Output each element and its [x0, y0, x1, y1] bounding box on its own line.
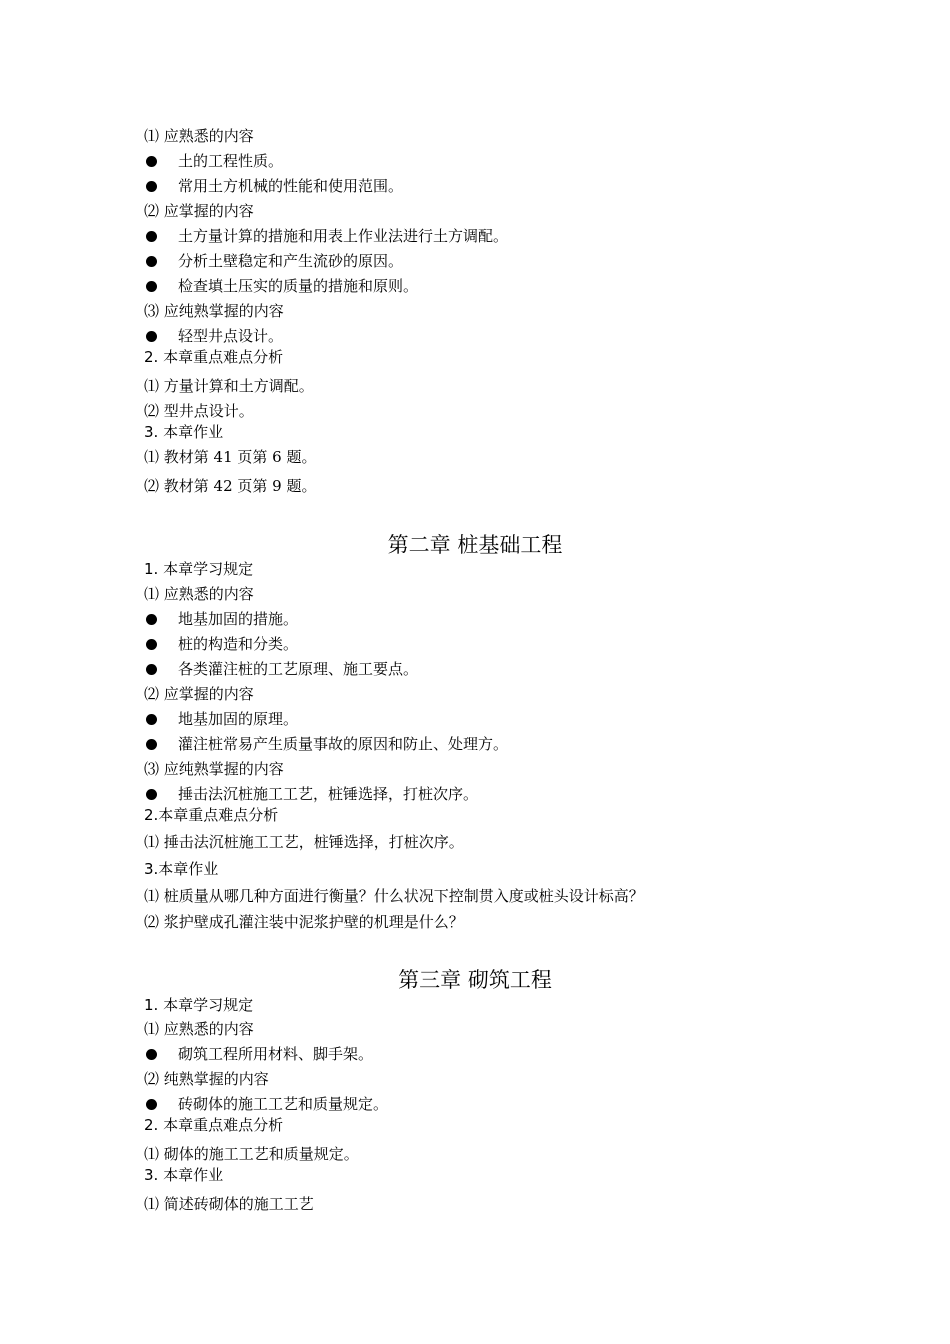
bullet-icon — [146, 789, 157, 800]
section-heading: 3. 本章作业 — [144, 423, 224, 441]
master-label: ⑵ 应掌握的内容 — [144, 685, 254, 703]
proficient-label: ⑵ 纯熟掌握的内容 — [144, 1070, 269, 1088]
section-heading: 2. 本章重点难点分析 — [144, 1116, 284, 1134]
bullet-item — [144, 635, 298, 653]
section-heading: 1. 本章学习规定 — [144, 996, 254, 1014]
familiar-label: ⑴ 应熟悉的内容 — [144, 1020, 254, 1038]
bullet-text: 轻型井点设计。 — [178, 327, 284, 345]
bullet-icon — [146, 231, 157, 242]
bullet-text: 砖砌体的施工工艺和质量规定。 — [178, 1095, 389, 1113]
bullet-text: 地基加固的措施。 — [178, 610, 299, 628]
bullet-icon — [146, 331, 157, 342]
bullet-icon — [146, 1099, 157, 1110]
bullet-item — [144, 710, 298, 728]
keypoint-item: ⑵ 型井点设计。 — [144, 402, 254, 420]
bullet-icon — [146, 256, 157, 267]
bullet-item — [144, 1095, 388, 1113]
bullet-text: 分析土壁稳定和产生流砂的原因。 — [178, 252, 404, 270]
bullet-item — [144, 660, 418, 678]
bullet-text: 检查填土压实的质量的措施和原则。 — [178, 277, 419, 295]
homework-item: ⑵ 浆护壁成孔灌注装中泥浆护壁的机理是什么？ — [144, 913, 464, 931]
master-label: ⑵ 应掌握的内容 — [144, 202, 254, 220]
bullet-icon — [146, 1049, 157, 1060]
bullet-icon — [146, 739, 157, 750]
familiar-label: ⑴ 应熟悉的内容 — [144, 585, 254, 603]
bullet-text: 常用土方机械的性能和使用范围。 — [178, 177, 404, 195]
bullet-icon — [146, 156, 157, 167]
bullet-item — [144, 152, 283, 170]
keypoint-item: ⑴ 捶击法沉桩施工工艺，桩锤选择，打桩次序。 — [144, 833, 464, 851]
bullet-item — [144, 277, 418, 295]
keypoint-item: ⑴ 方量计算和土方调配。 — [144, 377, 314, 395]
bullet-text: 捶击法沉桩施工工艺，桩锤选择，打桩次序。 — [178, 785, 479, 803]
bullet-icon — [146, 664, 157, 675]
homework-item: ⑴ 桩质量从哪几种方面进行衡量？什么状况下控制贯入度或桩头设计标高？ — [144, 887, 644, 905]
proficient-label: ⑶ 应纯熟掌握的内容 — [144, 760, 284, 778]
section-heading: 1. 本章学习规定 — [144, 560, 254, 578]
bullet-item — [144, 1045, 373, 1063]
homework-item: ⑴ 简述砖砌体的施工工艺 — [144, 1195, 314, 1213]
bullet-icon — [146, 639, 157, 650]
homework-item: ⑵ 教材第 42 页第 9 题。 — [144, 477, 317, 495]
bullet-text: 各类灌注桩的工艺原理、施工要点。 — [178, 660, 419, 678]
bullet-text: 土的工程性质。 — [178, 152, 284, 170]
section-heading: 2.本章重点难点分析 — [144, 806, 279, 824]
bullet-icon — [146, 281, 157, 292]
chapter-title: 第二章 桩基础工程 — [387, 533, 563, 557]
familiar-label: ⑴ 应熟悉的内容 — [144, 127, 254, 145]
bullet-item — [144, 227, 508, 245]
bullet-item — [144, 177, 403, 195]
section-heading: 3.本章作业 — [144, 860, 219, 878]
bullet-text: 土方量计算的措施和用表上作业法进行土方调配。 — [178, 227, 509, 245]
bullet-text: 桩的构造和分类。 — [178, 635, 299, 653]
homework-item: ⑴ 教材第 41 页第 6 题。 — [144, 448, 317, 466]
bullet-text: 地基加固的原理。 — [178, 710, 299, 728]
chapter-title: 第三章 砌筑工程 — [398, 968, 552, 992]
bullet-item — [144, 785, 478, 803]
keypoint-item: ⑴ 砌体的施工工艺和质量规定。 — [144, 1145, 359, 1163]
bullet-icon — [146, 614, 157, 625]
bullet-item — [144, 610, 298, 628]
proficient-label: ⑶ 应纯熟掌握的内容 — [144, 302, 284, 320]
section-heading: 3. 本章作业 — [144, 1166, 224, 1184]
bullet-item — [144, 327, 283, 345]
bullet-item — [144, 252, 403, 270]
bullet-text: 灌注桩常易产生质量事故的原因和防止、处理方。 — [178, 735, 509, 753]
bullet-text: 砌筑工程所用材料、脚手架。 — [178, 1045, 374, 1063]
section-heading: 2. 本章重点难点分析 — [144, 348, 284, 366]
bullet-item — [144, 735, 508, 753]
bullet-icon — [146, 181, 157, 192]
bullet-icon — [146, 714, 157, 725]
